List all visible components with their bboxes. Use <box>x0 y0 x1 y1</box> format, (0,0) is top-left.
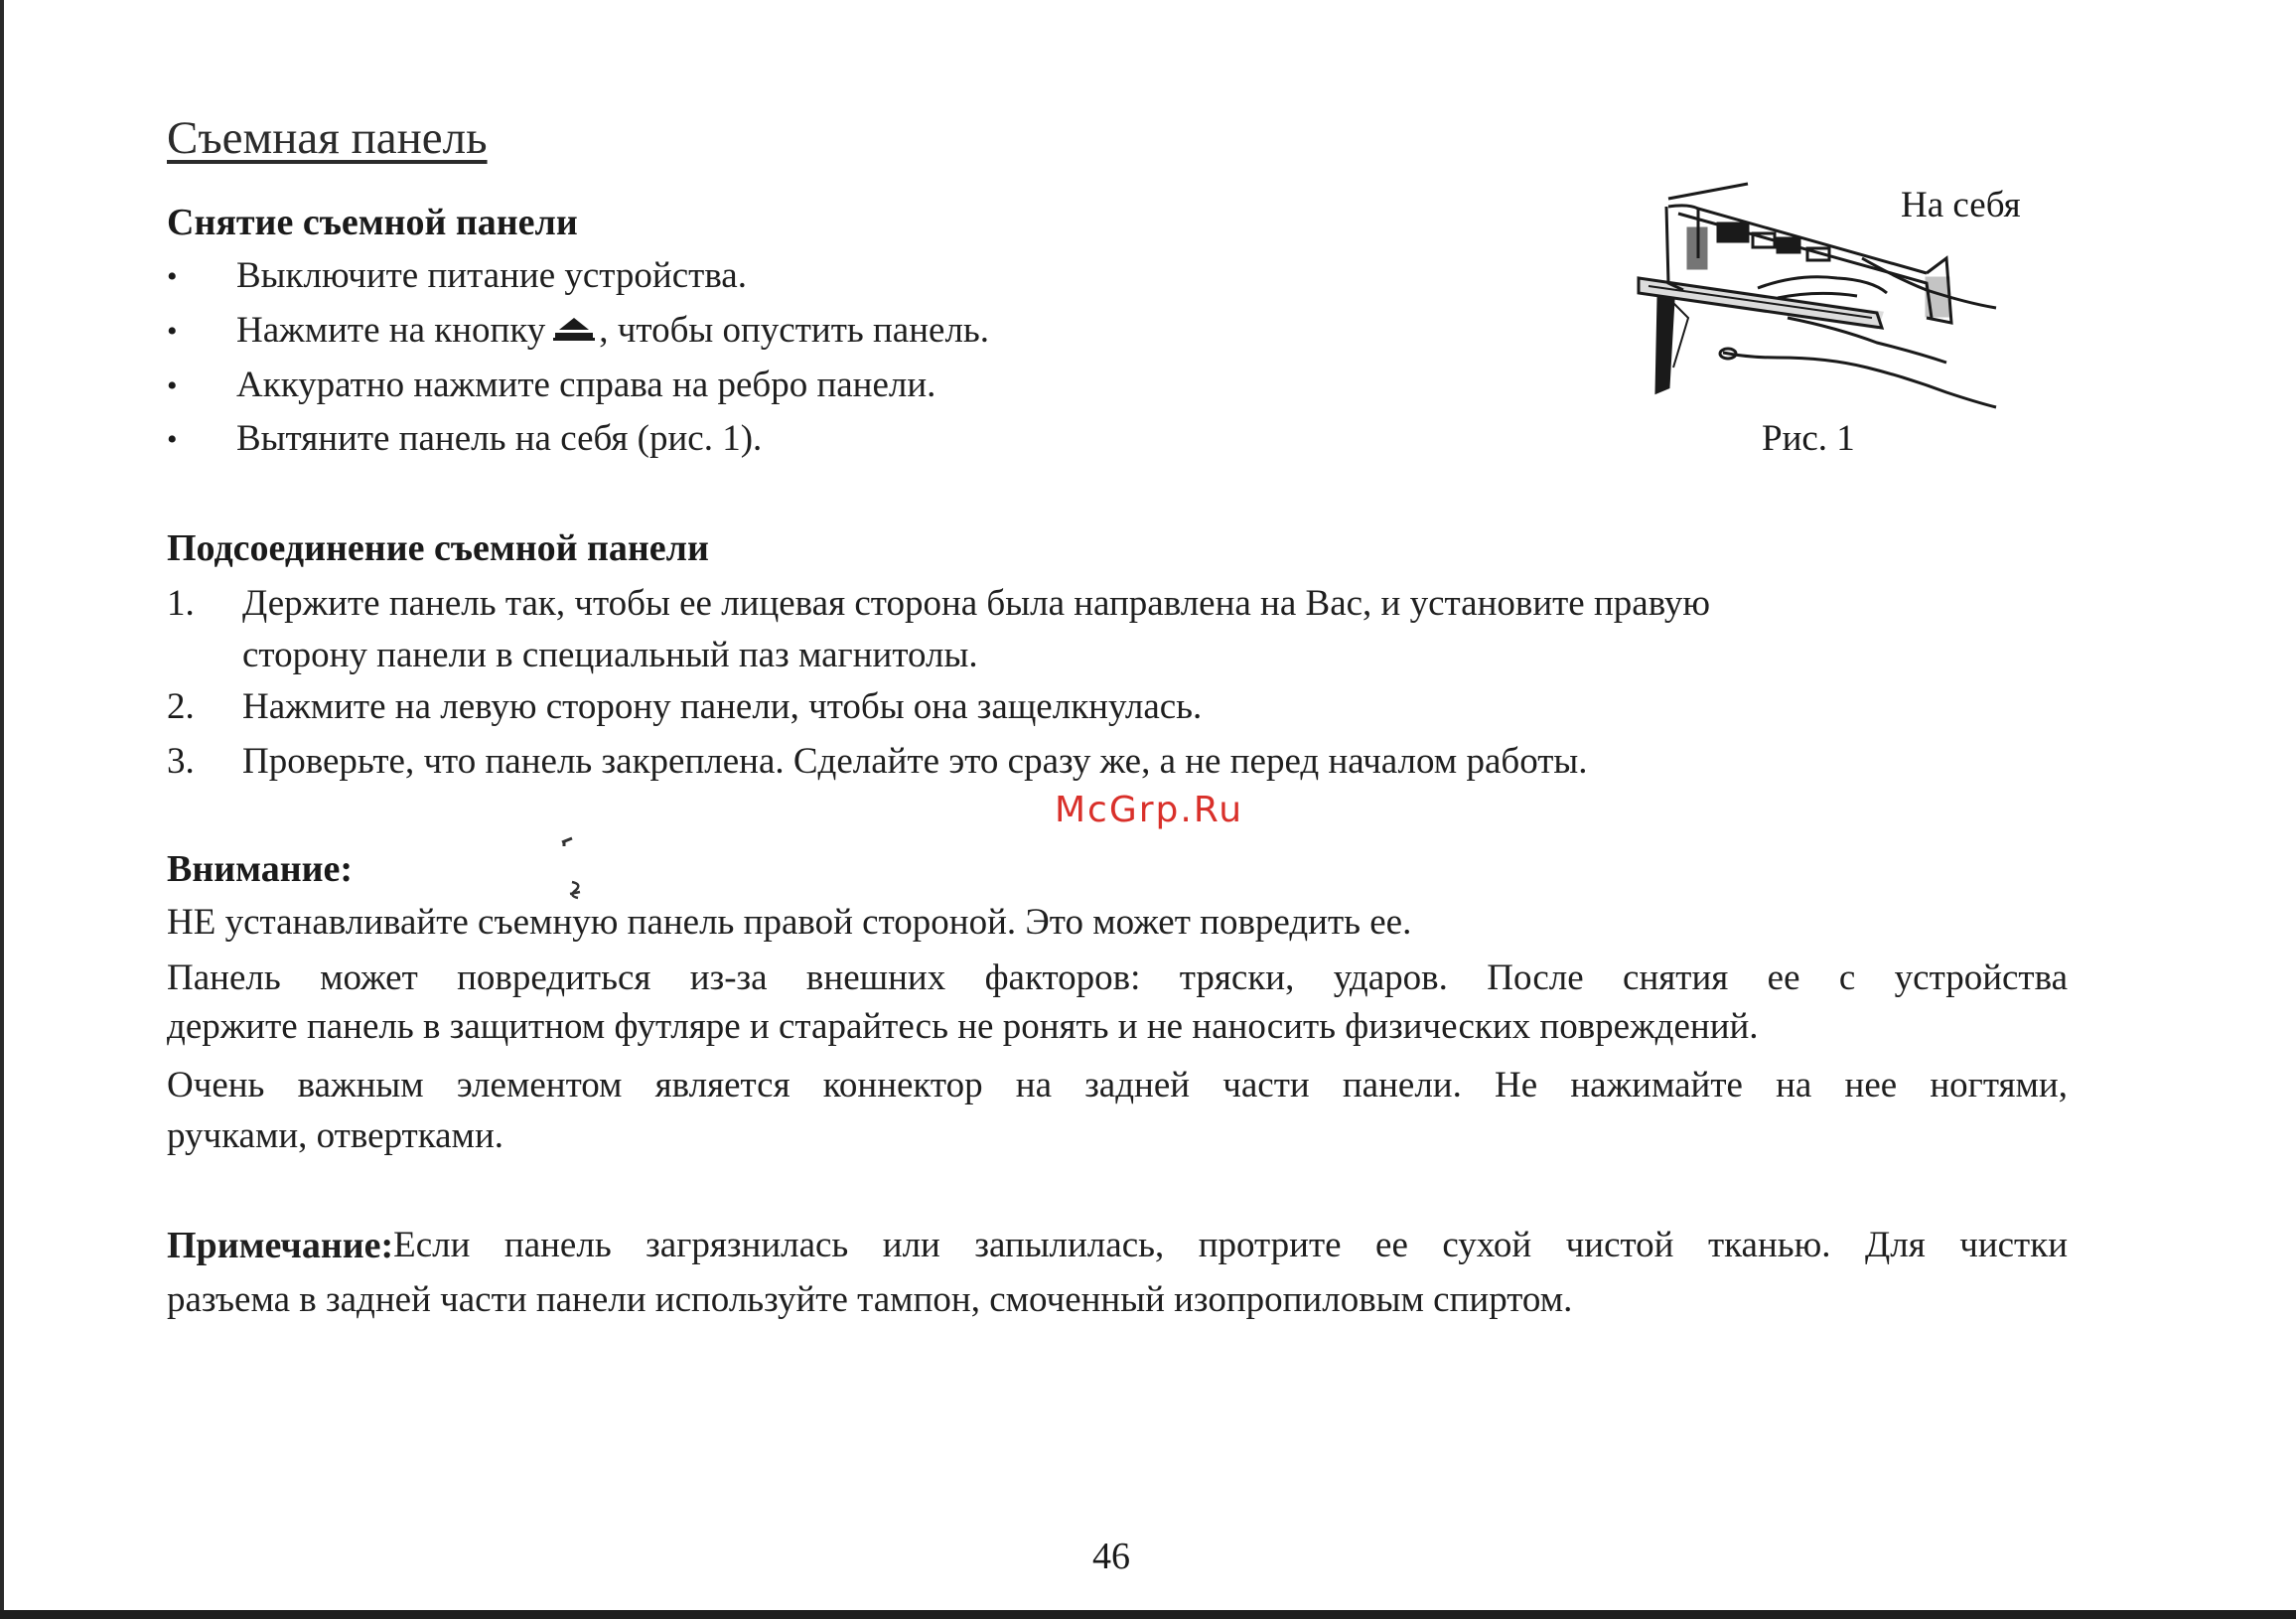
attach-step-number: 1. <box>167 583 195 624</box>
warning-para3-line1: Очень важным элементом является коннектор на задней части панели. Не нажимайте на нее ногтями, <box>167 1065 2068 1105</box>
warning-line-1: НЕ устанавливайте съемную панель правой стороной. Это может повредить ее. <box>167 902 1412 943</box>
note-label: Примечание: <box>167 1225 394 1266</box>
page-edge-bottom <box>0 1610 2296 1619</box>
page-number: 46 <box>1092 1536 1130 1577</box>
removal-step-1: Выключите питание устройства. <box>236 255 747 296</box>
figure-caption: Рис. 1 <box>1762 418 1855 459</box>
figure-panel-removal-illustration <box>1629 179 2026 437</box>
bullet-mark: • <box>167 260 178 293</box>
bullet-mark: • <box>167 315 178 348</box>
removal-step-2 <box>236 309 989 352</box>
warning-para2-line2: держите панель в защитном футляре и старайтесь не ронять и не наносить физических повреждений. <box>167 1006 1759 1047</box>
bullet-mark: • <box>167 423 178 456</box>
bullet-mark: • <box>167 369 178 402</box>
page-title: Съемная панель <box>167 112 488 164</box>
attach-step-3: Проверьте, что панель закреплена. Сделайте это сразу же, а не перед началом работы. <box>242 741 1588 782</box>
removal-heading: Снятие съемной панели <box>167 202 578 243</box>
removal-step-4: Вытяните панель на себя (рис. 1). <box>236 418 763 459</box>
attach-step-1-line2: сторону панели в специальный паз магнитолы. <box>242 635 978 675</box>
watermark: McGrp.Ru <box>1055 790 1244 830</box>
attach-step-2: Нажмите на левую сторону панели, чтобы она защелкнулась. <box>242 686 1203 727</box>
note-line-1 <box>167 1224 2068 1267</box>
page-edge-left <box>0 0 4 1619</box>
removal-step-2-text: Нажмите на кнопку <box>236 310 546 351</box>
warning-para3-line2: ручками, отвертками. <box>167 1115 504 1156</box>
attach-heading: Подсоединение съемной панели <box>167 527 709 569</box>
scan-mark <box>558 834 588 904</box>
warning-para2-line1: Панель может повредиться из-за внешних факторов: тряски, ударов. После снятия ее с устройства <box>167 957 2068 998</box>
attach-step-number: 3. <box>167 741 195 782</box>
removal-step-3: Аккуратно нажмите справа на ребро панели. <box>236 365 936 405</box>
attach-step-1-line1: Держите панель так, чтобы ее лицевая сторона была направлена на Вас, и установите правую <box>242 583 1711 624</box>
note-text: Если панель загрязнилась или запылилась, протрите ее сухой чистой тканью. Для чистки <box>393 1225 2068 1265</box>
removal-step-2-suffix: , чтобы опустить панель. <box>599 310 990 351</box>
figure-label-top: На себя <box>1901 185 2021 225</box>
eject-icon <box>551 311 597 341</box>
note-line-2: разъема в задней части панели используйте тампон, смоченный изопропиловым спиртом. <box>167 1279 1573 1320</box>
warning-heading: Внимание: <box>167 848 354 890</box>
attach-step-number: 2. <box>167 686 195 727</box>
